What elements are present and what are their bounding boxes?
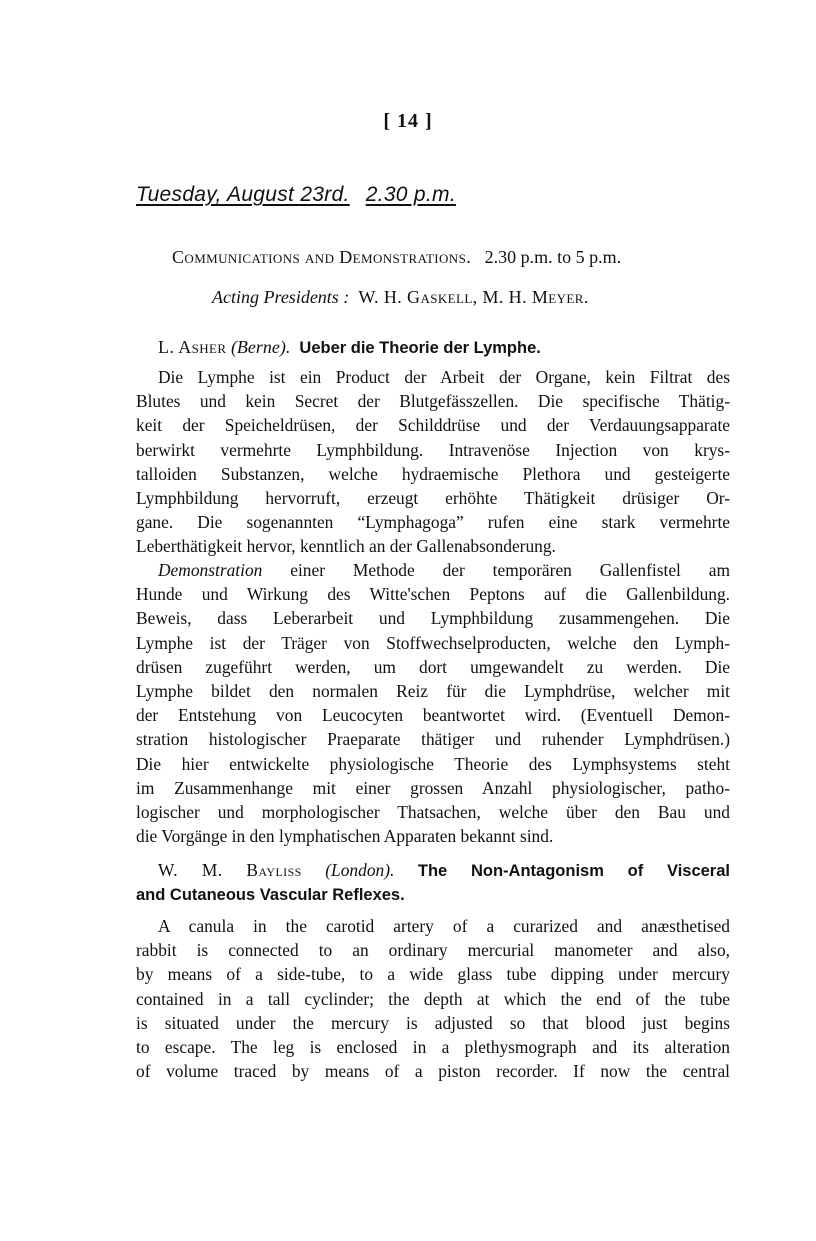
text-line: Lymphe bildet den normalen Reiz für die Lymphdrüse, welcher mit <box>136 680 730 701</box>
text-line: Lymphe ist der Träger von Stoffwechselproducten, welche den Lymph- <box>136 632 730 653</box>
communications-line <box>172 247 621 268</box>
text-line: by means of a side-tube, to a wide glass tube dipping under mercury <box>136 964 730 985</box>
text-line: logischer und morphologischer Thatsachen, welche über den Bau und <box>136 801 730 822</box>
article1-heading <box>158 337 541 358</box>
communications-label: Communications and Demonstrations. <box>172 247 472 267</box>
text-line: der Entstehung von Leucocyten beantwortet wird. (Eventuell Demon- <box>136 705 730 726</box>
session-time: 2.30 p.m. <box>365 183 456 206</box>
article1-paragraph-2 <box>136 558 730 848</box>
communications-times: 2.30 p.m. to 5 p.m. <box>484 247 622 267</box>
text-line: Hunde und Wirkung des Witte'schen Peptons auf die Gallenbildung. <box>136 584 730 605</box>
text-line <box>136 558 730 582</box>
article1-title: Ueber die Theorie der Lymphe. <box>299 339 541 357</box>
demonstration-word: Demonstration <box>158 560 263 580</box>
article2-title-1: The Non-Antagonism of Visceral <box>417 862 730 880</box>
text-line: of volume traced by means of a piston recorder. If now the central <box>136 1061 730 1082</box>
text-line: contained in a tall cyclinder; the depth at which the end of the tube <box>136 988 730 1009</box>
text-line <box>136 882 730 906</box>
text-line: Leberthätigkeit hervor, kenntlich an der Gallenabsonderung. <box>136 536 556 557</box>
article2-title-2: and Cutaneous Vascular Reflexes. <box>136 886 405 905</box>
text-line: to escape. The leg is enclosed in a plethysmograph and its alteration <box>136 1036 730 1057</box>
session-day: Tuesday, August 23rd. <box>136 183 350 206</box>
article2-heading <box>136 858 730 906</box>
article1-author: L. Asher <box>158 337 227 357</box>
text-line: Blutes und kein Secret der Blutgefässzellen. Die specifische Thätig- <box>136 391 730 412</box>
article2-place: (London). <box>325 860 395 880</box>
text-line <box>136 858 730 882</box>
text-line: drüsen zugeführt werden, um dort umgewandelt zu werden. Die <box>136 656 730 677</box>
article1-place: (Berne). <box>230 337 291 357</box>
text-line: keit der Speicheldrüsen, der Schilddrüse und der Verdauungsapparate <box>136 415 730 436</box>
text-line: Die hier entwickelte physiologische Theorie des Lymphsystems steht <box>136 753 730 774</box>
text-line: Lymphbildung hervorruft, erzeugt erhöhte Thätigkeit drüsiger Or- <box>136 487 730 508</box>
article2-paragraph-1 <box>136 914 730 1083</box>
text-line: talloiden Substanzen, welche hydraemische Plethora und gesteigerte <box>136 463 730 484</box>
article2-author: W. M. Bayliss <box>158 860 302 880</box>
text-line: im Zusammenhange mit einer grossen Anzahl physiologischer, patho- <box>136 777 730 798</box>
text-line: berwirkt vermehrte Lymphbildung. Intravenöse Injection von krys- <box>136 439 730 460</box>
text-line: is situated under the mercury is adjusted so that blood just begins <box>136 1012 730 1033</box>
page-number: [ 14 ] <box>383 110 433 132</box>
text-line: gane. Die sogenannten “Lymphagoga” rufen eine stark vermehrte <box>136 512 730 533</box>
session-heading <box>136 183 456 207</box>
text-line: die Vorgänge in den lymphatischen Apparaten bekannt sind. <box>136 826 554 847</box>
text-line: rabbit is connected to an ordinary mercurial manometer and also, <box>136 940 730 961</box>
presidents-label: Acting Presidents : <box>212 287 350 307</box>
text-line: Die Lymphe ist ein Product der Arbeit der Organe, kein Filtrat des <box>158 367 730 387</box>
text-line: Beweis, dass Leberarbeit und Lymphbildung zusammengehen. Die <box>136 608 730 629</box>
text-line: stration histologischer Praeparate thätiger und ruhender Lymphdrüsen.) <box>136 729 730 750</box>
acting-presidents <box>212 287 589 308</box>
presidents-names: W. H. Gaskell, M. H. Meyer. <box>358 287 589 307</box>
text-segment: einer Methode der temporären Gallenfistel am <box>290 560 730 580</box>
article1-paragraph-1 <box>136 365 730 559</box>
text-line: A canula in the carotid artery of a curarized and anæsthetised <box>158 916 730 936</box>
